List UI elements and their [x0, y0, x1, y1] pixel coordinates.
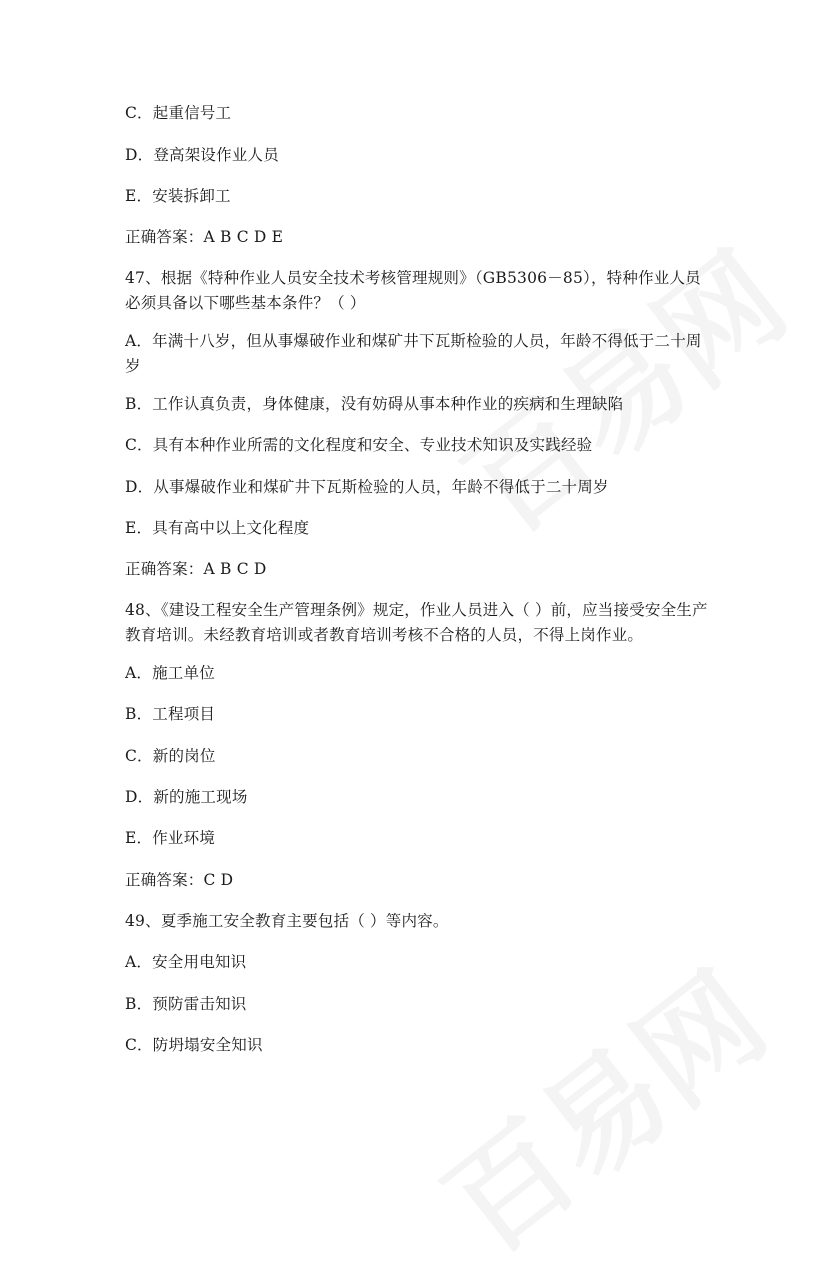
q49-option-b: B．预防雷击知识: [125, 995, 247, 1013]
q47-option-e: E．具有高中以上文化程度: [125, 519, 310, 537]
q49-option-a: A．安全用电知识: [125, 953, 247, 971]
question-47: 47、根据《特种作业人员安全技术考核管理规则》（GB5306－85），特种作业人员必须具备以下哪些基本条件？（ ）: [125, 269, 701, 312]
q48-option-a: A．施工单位: [125, 664, 215, 682]
q48-option-d: D．新的施工现场: [125, 788, 248, 806]
q47-option-d: D．从事爆破作业和煤矿井下瓦斯检验的人员，年龄不得低于二十周岁: [125, 478, 609, 496]
q47-option-b: B．工作认真负责，身体健康，没有妨碍从事本种作业的疾病和生理缺陷: [125, 395, 624, 413]
option-e-line: E．安装拆卸工: [125, 187, 231, 205]
q48-option-c: C．新的岗位: [125, 747, 216, 765]
option-d-line: D．登高架设作业人员: [125, 146, 279, 164]
q48-option-e: E．作业环境: [125, 829, 216, 847]
q49-option-c: C．防坍塌安全知识: [125, 1036, 263, 1054]
watermark: [425, 207, 815, 564]
q48-option-b: B．工程项目: [125, 705, 216, 723]
question-48: 48、《建设工程安全生产管理条例》规定，作业人员进入（ ）前，应当接受安全生产教育培训。未经教育培训或者教育培训考核不合格的人员，不得上岗作业。: [125, 601, 708, 644]
answer-line: 正确答案：A B C D E: [125, 228, 284, 246]
q48-answer: 正确答案：C D: [125, 871, 234, 889]
watermark-lower: [405, 927, 795, 1284]
question-49: 49、夏季施工安全教育主要包括（ ）等内容。: [125, 912, 449, 930]
q47-option-c: C．具有本种作业所需的文化程度和安全、专业技术知识及实践经验: [125, 436, 593, 454]
q47-option-a: A．年满十八岁，但从事爆破作业和煤矿井下瓦斯检验的人员，年龄不得低于二十周岁: [125, 332, 702, 375]
q47-answer: 正确答案：A B C D: [125, 560, 267, 578]
option-c-line: C．起重信号工: [125, 104, 232, 122]
